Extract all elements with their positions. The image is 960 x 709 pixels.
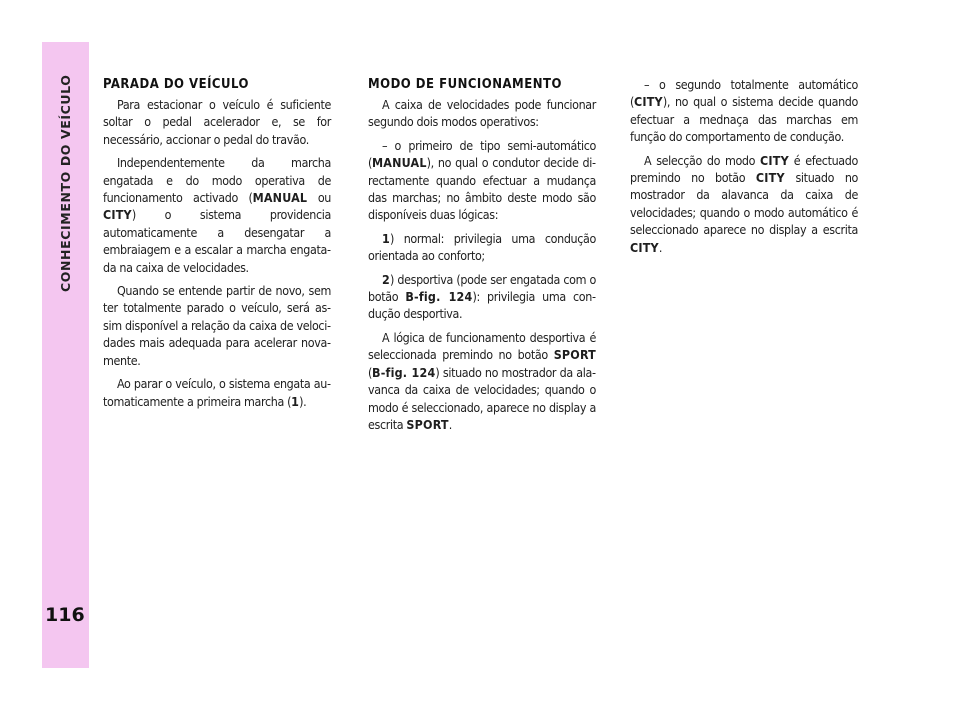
- column-automatico: [630, 76, 858, 262]
- paragraph: A caixa de velocidades pode funcionar segundo dois modos operativos:: [368, 97, 596, 130]
- section-title: CONHECIMENTO DO VEÍCULO: [58, 74, 73, 292]
- mode-city: CITY: [755, 170, 785, 186]
- sport-label: SPORT: [553, 347, 596, 363]
- mode-city: CITY: [760, 152, 789, 168]
- sport-label: SPORT: [406, 416, 449, 432]
- mode-manual: MANUAL: [252, 190, 308, 206]
- mode-city: CITY: [103, 207, 132, 223]
- logic-number: 2: [382, 271, 390, 287]
- paragraph: Ao parar o veículo, o sistema engata automaticamente a primeira marcha (1).: [103, 376, 331, 409]
- paragraph: 2) desportiva (pode ser engatada com o botão B-fig. 124): privilegia uma condução desportiva.: [368, 271, 597, 322]
- mode-city: CITY: [634, 94, 663, 110]
- paragraph: – o segundo totalmente automático (CITY), no qual o sistema decide quando efectuar a mednaça das marchas em função do comportamento de condução.: [630, 77, 858, 145]
- column-modo: [368, 76, 596, 439]
- figure-reference: B-fig. 124: [372, 364, 436, 380]
- figure-reference: B-fig. 124: [405, 289, 473, 305]
- paragraph: – o primeiro de tipo semi-automático (MANUAL), no qual o condutor decide directamente quando efectuar a mudança das marchas; no âmbito deste modo são disponíveis duas lógicas:: [368, 137, 596, 223]
- page-number: 116: [45, 604, 85, 626]
- paragraph: A lógica de funcionamento desportiva é seleccionada premindo no botão SPORT (B-fig. 124) situado no mostrador da alavanca da caixa de velocidades; quando o modo é seleccionado, aparece no display a escrita SPORT.: [368, 329, 596, 432]
- heading-parada: PARADA DO VEÍCULO: [103, 77, 249, 92]
- column-parada: [103, 76, 331, 416]
- mode-city: CITY: [630, 239, 659, 255]
- sidebar-band: [42, 42, 89, 668]
- mode-manual: MANUAL: [372, 155, 427, 171]
- paragraph: A selecção do modo CITY é efectuado premindo no botão CITY situado no mostrador da alavanca da caixa de velocidades; quando o modo automático é seleccionado aparece no display a escrita CITY.: [630, 152, 858, 255]
- logic-number: 1: [382, 230, 390, 246]
- paragraph: 1) normal: privilegia uma condução orientada ao conforto;: [368, 230, 596, 264]
- heading-modo: MODO DE FUNCIONAMENTO: [368, 77, 562, 92]
- gear-number: 1: [291, 393, 300, 409]
- paragraph: Quando se entende partir de novo, sem ter totalmente parado o veículo, será assim disponível a relação da caixa de velocidades mais adequada para acelerar novamente.: [103, 283, 331, 368]
- section-title-container: [42, 42, 89, 342]
- paragraph: Independentemente da marcha engatada e do modo operativa de funcionamento activado (MANUAL ou CITY) o sistema providencia automaticamente a desengatar a embraiagem e a escalar a marcha engatada na caixa de velocidades.: [103, 155, 331, 275]
- paragraph: Para estacionar o veículo é suficiente soltar o pedal acelerador e, se for necessário, accionar o pedal do travão.: [103, 97, 331, 147]
